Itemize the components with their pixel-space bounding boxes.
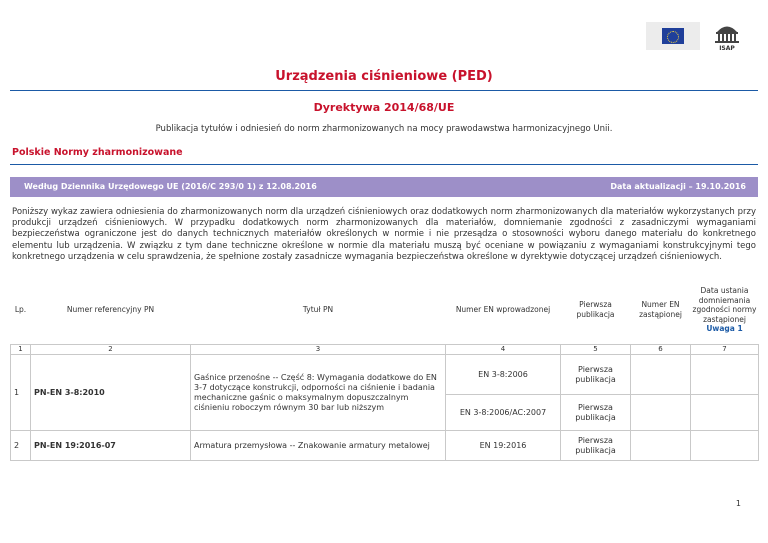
- column-number: 3: [191, 345, 446, 355]
- row-en: EN 3-8:2006/AC:2007: [446, 395, 561, 431]
- header-date-label: Data ustania domniemania zgodności normy zastąpionej: [692, 286, 757, 324]
- row-en: EN 19:2016: [446, 431, 561, 461]
- column-number: 7: [691, 345, 759, 355]
- header-logos: [646, 22, 744, 52]
- column-number: 6: [631, 345, 691, 355]
- intro-paragraph: Poniższy wykaz zawiera odniesienia do zharmonizowanych norm dla urządzeń ciśnieniowych oraz dodatkowych norm zharmonizowanych dla materiałów wykorzystanych przy produkcji urządzeń ciśnieniowych. W przypadku dodatkowych norm zharmonizowanych dla materiałów, domniemanie zgodności z zasadniczymi wymaganiami bezpieczeństwa ograniczone jest do danych technicznych materiałów określonych w normie i nie przesądza o stosowności wyboru danego materiału do konkretnego elementu lub urządzenia. W związku z tym dane techniczne określone w normie dla materiału muszą być oceniane w powiązaniu z wymaganiami konstrukcyjnymi tego konkretnego urządzenia w celu sprawdzenia, że spełnione zostały zasadnicze wymagania bezpieczeństwa określone w dyrektywie dotyczącej urządzeń ciśnieniowych.: [12, 207, 756, 262]
- row-replaced: [631, 431, 691, 461]
- row-ref: PN-EN 3-8:2010: [31, 355, 191, 431]
- row-pub: Pierwsza publikacja: [561, 431, 631, 461]
- header-ref: Numer referencyjny PN: [31, 276, 191, 345]
- column-number: 1: [11, 345, 31, 355]
- row-pub: Pierwsza publikacja: [561, 355, 631, 395]
- row-ref: PN-EN 19:2016-07: [31, 431, 191, 461]
- row-pub: Pierwsza publikacja: [561, 395, 631, 431]
- column-number: 5: [561, 345, 631, 355]
- journal-reference: Według Dziennika Urzędowego UE (2016/C 293/0 1) z 12.08.2016: [24, 182, 317, 191]
- update-date: Data aktualizacji – 19.10.2016: [610, 182, 746, 191]
- row-date: [691, 355, 759, 395]
- header-lp: Lp.: [11, 276, 31, 345]
- header-note-link[interactable]: Uwaga 1: [706, 324, 743, 334]
- row-replaced: [631, 355, 691, 395]
- publication-text: Publikacja tytułów i odniesień do norm zharmonizowanych na mocy prawodawstwa harmonizacyjnego Unii.: [155, 124, 613, 134]
- header-en: Numer EN wprowadzonej: [446, 276, 561, 345]
- row-replaced: [631, 395, 691, 431]
- section-rule: [10, 164, 758, 165]
- row-date: [691, 395, 759, 431]
- directive-title: Dyrektywa 2014/68/UE: [313, 101, 455, 114]
- column-number-row: [11, 345, 759, 355]
- page-number: 1: [735, 499, 741, 508]
- table-header-row: [11, 276, 759, 345]
- row-title: Gaśnice przenośne -- Część 8: Wymagania dodatkowe do EN 3-7 dotyczące konstrukcji, odporności na ciśnienie i badania mechaniczne gaśnic o maksymalnym dopuszczalnym ciśnieniu roboczym równym 30 bar lub niższym: [191, 355, 446, 431]
- standards-table: [10, 276, 759, 461]
- header-title: Tytuł PN: [191, 276, 446, 345]
- parliament-building-icon: [714, 22, 740, 44]
- isap-logo: [710, 22, 744, 52]
- row-title: Armatura przemysłowa -- Znakowanie armatury metalowej: [191, 431, 446, 461]
- row-lp: 2: [11, 431, 31, 461]
- eu-commission-logo: [646, 22, 700, 50]
- journal-band: [10, 177, 758, 197]
- header-date: [691, 276, 759, 345]
- column-number: 4: [446, 345, 561, 355]
- table-row: [11, 355, 759, 395]
- header-pub: Pierwsza publikacja: [561, 276, 631, 345]
- row-lp: 1: [11, 355, 31, 431]
- eu-flag-icon: [662, 28, 684, 44]
- row-date: [691, 431, 759, 461]
- section-heading: Polskie Normy zharmonizowane: [12, 147, 183, 158]
- title-rule: [10, 90, 758, 91]
- row-en: EN 3-8:2006: [446, 355, 561, 395]
- table-row: [11, 431, 759, 461]
- column-number: 2: [31, 345, 191, 355]
- header-replaced: Numer EN zastąpionej: [631, 276, 691, 345]
- isap-label: ISAP: [719, 45, 735, 52]
- document-title: Urządzenia ciśnieniowe (PED): [275, 69, 493, 84]
